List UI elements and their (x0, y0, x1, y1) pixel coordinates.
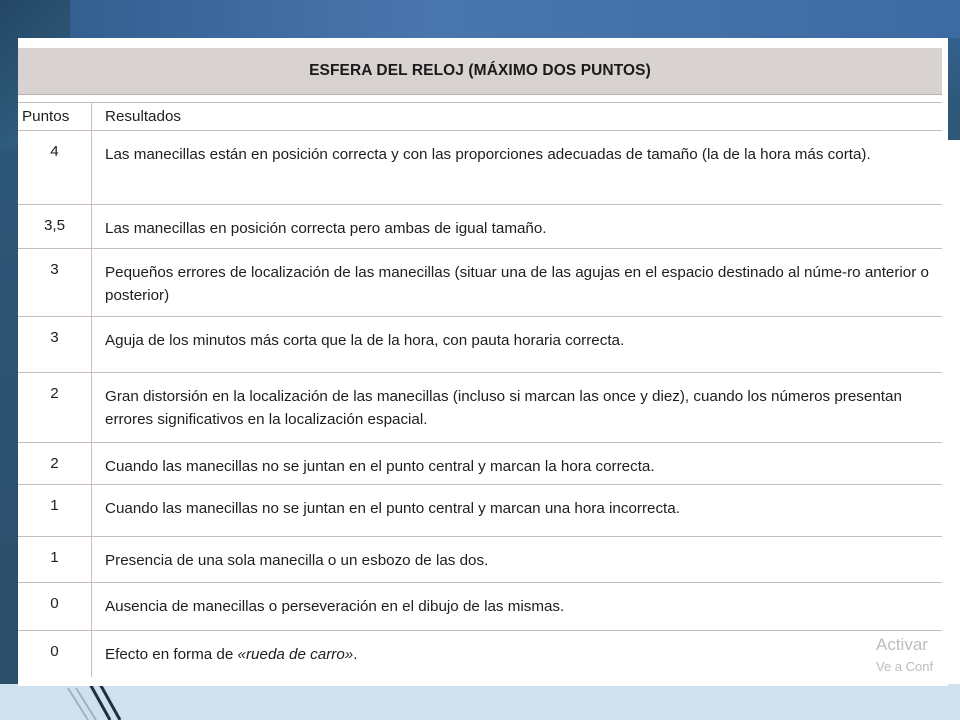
row-result (92, 631, 943, 677)
row-result: Cuando las manecillas no se juntan en el punto central y marcan una hora incorrecta. (92, 485, 943, 537)
row-points: 1 (18, 537, 92, 583)
table-row (18, 631, 942, 677)
table-row (18, 317, 942, 373)
header-points: Puntos (18, 103, 92, 131)
row-result: Gran distorsión en la localización de las manecillas (incluso si marcan las once y diez), cuando los números presentan errores significativos en la localización espacial. (92, 373, 943, 443)
table-row (18, 443, 942, 485)
watermark-line1: Activar (876, 635, 928, 654)
row-points: 0 (18, 631, 92, 677)
row-result-plain: Efecto en forma de (105, 646, 238, 663)
slide-bottom-band (0, 684, 960, 720)
row-points: 2 (18, 373, 92, 443)
slide-decorative-lines (62, 684, 142, 720)
row-result: Las manecillas están en posición correcta y con las proporciones adecuadas de tamaño (la de la hora más corta). (92, 131, 943, 205)
row-result-italic: «rueda de carro» (237, 646, 354, 663)
table-row (18, 131, 942, 205)
row-points: 2 (18, 443, 92, 485)
table-row (18, 485, 942, 537)
table-row (18, 373, 942, 443)
activation-watermark (876, 634, 948, 678)
table-title: ESFERA DEL RELOJ (MÁXIMO DOS PUNTOS) (18, 48, 942, 95)
row-result: Aguja de los minutos más corta que la de la hora, con pauta horaria correcta. (92, 317, 943, 373)
row-result: Ausencia de manecillas o perseveración en el dibujo de las mismas. (92, 583, 943, 631)
slide-top-band (0, 0, 960, 38)
row-points: 4 (18, 131, 92, 205)
row-points: 0 (18, 583, 92, 631)
row-result: Presencia de una sola manecilla o un esbozo de las dos. (92, 537, 943, 583)
table-row (18, 205, 942, 249)
header-results: Resultados (92, 103, 943, 131)
row-points: 1 (18, 485, 92, 537)
watermark-line2: Ve a Conf (876, 659, 934, 674)
row-result: Cuando las manecillas no se juntan en el punto central y marcan la hora correcta. (92, 443, 943, 485)
row-result-end: . (353, 646, 358, 663)
document-card (18, 38, 948, 686)
table-header-row (18, 103, 942, 131)
scoring-table (18, 102, 942, 677)
row-result: Pequeños errores de localización de las manecillas (situar una de las agujas en el espacio destinado al núme-ro anterior o posterior) (92, 249, 943, 317)
row-points: 3 (18, 249, 92, 317)
row-points: 3 (18, 317, 92, 373)
table-row (18, 583, 942, 631)
table-row (18, 537, 942, 583)
table-row (18, 249, 942, 317)
slide-right-band (948, 140, 960, 720)
row-points: 3,5 (18, 205, 92, 249)
row-result: Las manecillas en posición correcta pero ambas de igual tamaño. (92, 205, 943, 249)
